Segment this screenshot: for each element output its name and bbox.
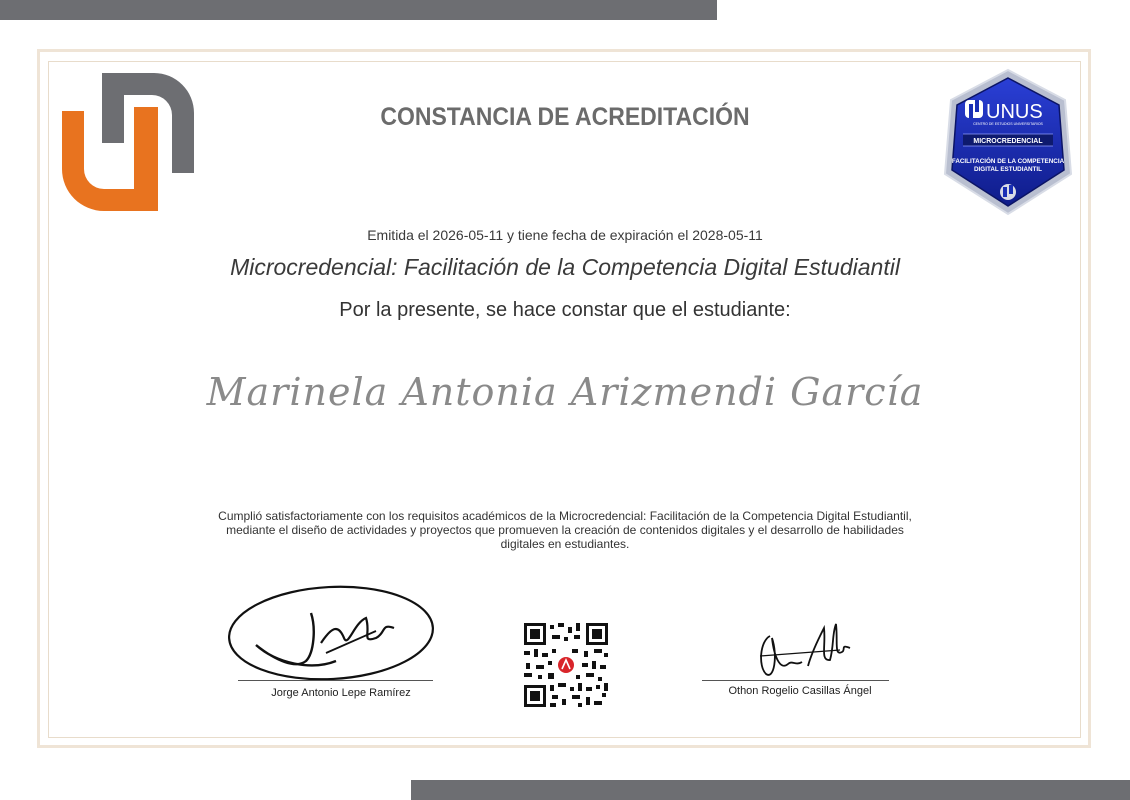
course-name: Microcredencial: Facilitación de la Competencia Digital Estudiantil <box>230 254 900 280</box>
badge-brand-text: UNUS <box>986 101 1043 123</box>
bottom-decorative-bar <box>411 780 1130 800</box>
right-signer-name: Othon Rogelio Casillas Ángel <box>728 685 872 697</box>
student-name: Marinela Antonia Arizmendi García <box>206 370 924 414</box>
left-signature-line <box>238 680 433 681</box>
left-signer-name: Jorge Antonio Lepe Ramírez <box>271 687 411 699</box>
microcredential-badge-icon <box>941 68 1075 216</box>
right-signature-icon <box>700 616 890 686</box>
certificate-title: CONSTANCIA DE ACREDITACIÓN <box>380 103 750 131</box>
left-signature-icon <box>226 583 441 693</box>
unus-logo-icon <box>62 73 196 211</box>
badge-line1-text: FACILITACIÓN DE LA COMPETENCIA <box>951 158 1065 165</box>
right-signature-line <box>702 680 889 681</box>
qr-code-icon <box>524 623 608 707</box>
badge-line2-text: DIGITAL ESTUDIANTIL <box>974 166 1042 173</box>
issue-date-line: Emitida el 2026-05-11 y tiene fecha de expiración el 2028-05-11 <box>367 227 763 243</box>
top-decorative-bar <box>0 0 717 20</box>
badge-subtitle-text: CENTRO DE ESTUDIOS UNIVERSITARIOS <box>973 122 1043 126</box>
intro-text: Por la presente, se hace constar que el estudiante: <box>339 299 791 321</box>
achievement-description: Cumplió satisfactoriamente con los requisitos académicos de la Microcredencial: Facilitación de la Competencia Digital Estudiantil, mediante el diseño de actividades y proyectos que promueven la creación de contenidos digitales y el desarrollo de habilidades digitales en estudiantes. <box>218 509 912 551</box>
badge-tag-text: MICROCREDENCIAL <box>973 138 1043 145</box>
